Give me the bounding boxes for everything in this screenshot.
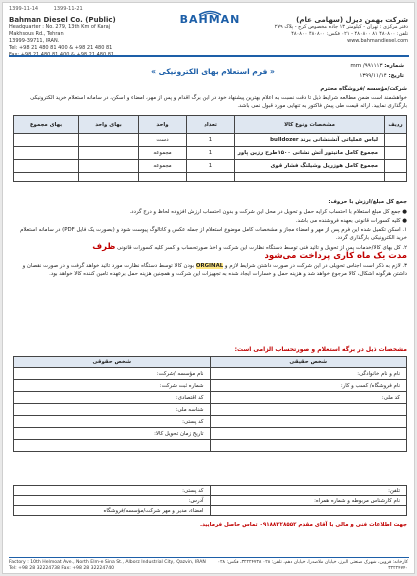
payment-term: مدت یک ماه کاری پرداخت می‌شود (264, 251, 407, 261)
contact-note: جهت اطلاعات فنی و مالی با آقای مقدم ۰۹۱۸۸۲۲۸۵۵۲ تماس حاصل فرمایید. (200, 522, 407, 528)
condition-3: ۱. اسکن تکمیل شده این فرم پس از مهر و امضاء مجاز و مشخصات کامل موضوع استعلام از جمله عکس و کاتالوگ پیوست شود و (بصورت یک فایل PDF) در سامانه استعلام خرید الکترونیکی بارگذاری گردد. (20, 227, 407, 241)
table-row (14, 380, 407, 392)
seller-info-table (13, 356, 407, 452)
letter-date (284, 73, 404, 79)
number-value: ۹۹۱۱۱۳/ mm (350, 63, 383, 69)
field-legal[interactable]: نام مؤسسه /شرکت: (14, 368, 211, 380)
field-signature[interactable]: امضاء، مدیر و مهر شرکت/مؤسسه/فروشگاه (14, 506, 211, 516)
col-legal-person: شخص حقوقی (14, 357, 211, 368)
condition-4: ۲. کل بهای کالا/خدمات پس از تحویل و تائید فنی توسط دستگاه نظارت این شرکت و اخذ صورتحساب و کسر کلیه کسورات قانونی ظرف مدت یک ماه کاری پرداخت می‌شود (92, 242, 407, 261)
table-row (14, 440, 407, 452)
table-row (14, 496, 407, 506)
footer-divider (9, 557, 409, 558)
table-row (14, 404, 407, 416)
contact-table (13, 485, 407, 516)
field-real[interactable]: نام فروشگاه/ کسب و کار: (210, 380, 407, 392)
address-fa: دفتر مرکزی : تهران - کیلومتر ۱۳ جاده مخصوص کرج - پلاک ۲۷۹ (274, 24, 408, 30)
date-value: ۱۳۹۹/۱۱/۱۴ (359, 73, 387, 79)
deadline-highlight: ظرف (92, 242, 116, 252)
item-unit: دست (139, 134, 187, 147)
field-real[interactable] (210, 416, 407, 428)
total-in-words-label: جمع کل مبلغ/ارزش با حروف: (328, 199, 407, 205)
date-label: تاریخ: (388, 73, 404, 79)
item-quantity: 1 (187, 160, 235, 173)
table-row (14, 428, 407, 440)
table-row (14, 506, 407, 516)
intro-paragraph: خواهشمند است ضمن مطالعه شرایط ذیل تا دقت نسبت به اعلام بهترین پیشنهاد خود در این برگ اقدام و پس از مهر، امضاء و اسکن، در سامانه استعلام خرید الکترونیکی بارگذاری نمایید. ارائه قیمت طی پیش فاکتور به تنهایی مورد قبول نمی باشد. (30, 95, 407, 109)
logo-text: BAHMAN (179, 13, 241, 26)
col-total: بهای مجموع (14, 116, 79, 134)
field-address[interactable]: آدرس: (14, 496, 211, 506)
field-real[interactable]: کد ملی: (210, 392, 407, 404)
number-label: شماره: (384, 63, 404, 69)
item-total[interactable] (14, 160, 79, 173)
form-title: « فرم استعلام بهای الکترونیکی » (151, 67, 275, 76)
col-real-person: شخص حقیقی (210, 357, 407, 368)
item-unit-price[interactable] (79, 134, 139, 147)
field-legal[interactable]: تاریخ زمان تحویل کالا: (14, 428, 211, 440)
item-quantity: 1 (187, 134, 235, 147)
company-type-fa: (سهامی عام) (296, 16, 344, 24)
item-unit-price[interactable] (79, 147, 139, 160)
field-real[interactable] (210, 404, 407, 416)
date-stamp-1: 1399-11-14 (9, 6, 39, 12)
field-phone[interactable]: تلفن: (210, 486, 407, 496)
items-table (13, 115, 407, 182)
table-row (14, 416, 407, 428)
condition-2: ● کلیه کسورات قانونی بعهده فروشنده می باشد. (295, 218, 407, 224)
col-row: ردیف (385, 116, 407, 134)
seller-section-title: مشخصات ذیل در برگه استعلام و صورتحساب الزامی است: (234, 346, 407, 353)
footer-address-en: Factory : 10th Helmoat Ave., North Elm-e Sina St., Alborz Industrial City, Qazvin, IRAN Tel: +98 28 32224738 Fax: +98 28 32224740 (9, 560, 206, 571)
company-logo (175, 8, 245, 36)
document-page (2, 2, 415, 574)
date-stamp-2: 1399-11-21 (53, 6, 83, 12)
col-quantity: تعداد (187, 116, 235, 134)
condition-1: ● جمع کل مبلغ استعلام با احتساب کرایه حمل و تحویل در محل این شرکت و بدون احتساب ارزش افزوده لحاظ و درج گردد. (129, 209, 407, 215)
col-unit-price: بهای واحد (79, 116, 139, 134)
field-real[interactable]: نام و نام خانوادگی: (210, 368, 407, 380)
item-unit-price[interactable] (79, 160, 139, 173)
address-en: Headquarter : No. 279, 13th Km of Karaj Makhsous Rd., Tehran (9, 24, 111, 37)
original-highlight: ORGINAL (195, 263, 224, 269)
table-row (14, 486, 407, 496)
postal-en: 13999-39711, IRAN. (9, 38, 60, 44)
tel-en: Tel: +98 21 480 81 400 & +98 21 480 81 (9, 45, 113, 51)
item-description: لباس عملیاتی آتشنشانی برند bulldozer (235, 134, 385, 147)
field-legal[interactable]: شماره ثبت شرکت: (14, 380, 211, 392)
tel-fa: تلفن: ۴۸۰۸۰۰ ۸۱ ۴۸۰۸۰۰ - ۰۲۱ فکس: ۴۸۰۸۰۰ ۴۸۰۸۰۰ (291, 31, 408, 37)
company-type-en: (Public) (85, 16, 116, 24)
table-row-empty (14, 173, 407, 182)
table-row (14, 147, 407, 160)
condition-5: ۳. لازم به ذکر است اجناس تحویلی در این شرکت در صورت داشتن شرایط لازم و ORGINAL بودن کالا توسط دستگاه نظارت مورد تائید خواهد گرفت و در صورت نقصان و داشتن هرگونه اشکال، کالا مرجوع خواهد شد و هزینه حمل و خسارات ایجاد شده به تجهیزات این شرکت و همچنین هزینه حمل برعهده تامین کننده کالا خواهد بود. (22, 263, 407, 277)
company-name-en: Bahman Diesel Co. (9, 16, 83, 24)
row-number (385, 134, 407, 147)
table-row (14, 368, 407, 380)
row-number (385, 147, 407, 160)
header-dates (9, 6, 97, 12)
salutation: شرکت/مؤسسه /فروشگاه محترم (320, 86, 407, 92)
company-name-fa: شرکت بهمن دیزل (345, 16, 408, 24)
header-english-block (9, 17, 129, 59)
header-divider (9, 55, 409, 57)
item-total[interactable] (14, 134, 79, 147)
website: www.bahmandiesel.com (347, 38, 408, 44)
field-legal[interactable]: کد اقتصادی: (14, 392, 211, 404)
logo-mark-icon (197, 8, 223, 17)
col-description: مشخصات ونوع کالا (235, 116, 385, 134)
field-real[interactable] (210, 428, 407, 440)
conditions-list (13, 208, 407, 279)
item-quantity: 1 (187, 147, 235, 160)
item-description: مجموع کامل مانیتور آتش نشانی ۱۵۰۰طرح رزین پاور (235, 147, 385, 160)
field-expert-name[interactable]: نام کارشناس مربوطه و شماره همراه: (210, 496, 407, 506)
item-total[interactable] (14, 147, 79, 160)
header-persian-block (248, 17, 408, 45)
item-unit: مجموعه (139, 160, 187, 173)
item-description: مجموع کامل هوزریل وشیلنگ فشار قوی (235, 160, 385, 173)
field-legal[interactable]: کد پستی: (14, 416, 211, 428)
col-unit: واحد (139, 116, 187, 134)
letter-number (284, 63, 404, 69)
field-empty[interactable] (210, 506, 407, 516)
footer-address-fa: کارخانه: قزوین، شهرک صنعتی البرز، خیابان ملاصدرا، خیابان دهم، تلفن: ۰۲۸ ۳۲۲۲۴۷۳۸، فکس: ۰۲۸ ۳۲۲۲۴۷۴۰ (217, 560, 408, 571)
table-row (14, 392, 407, 404)
field-legal[interactable]: شناسه ملی: (14, 404, 211, 416)
table-row (14, 134, 407, 147)
item-unit: مجموعه (139, 147, 187, 160)
row-number (385, 160, 407, 173)
field-postal-code[interactable]: کد پستی: (14, 486, 211, 496)
table-row (14, 160, 407, 173)
